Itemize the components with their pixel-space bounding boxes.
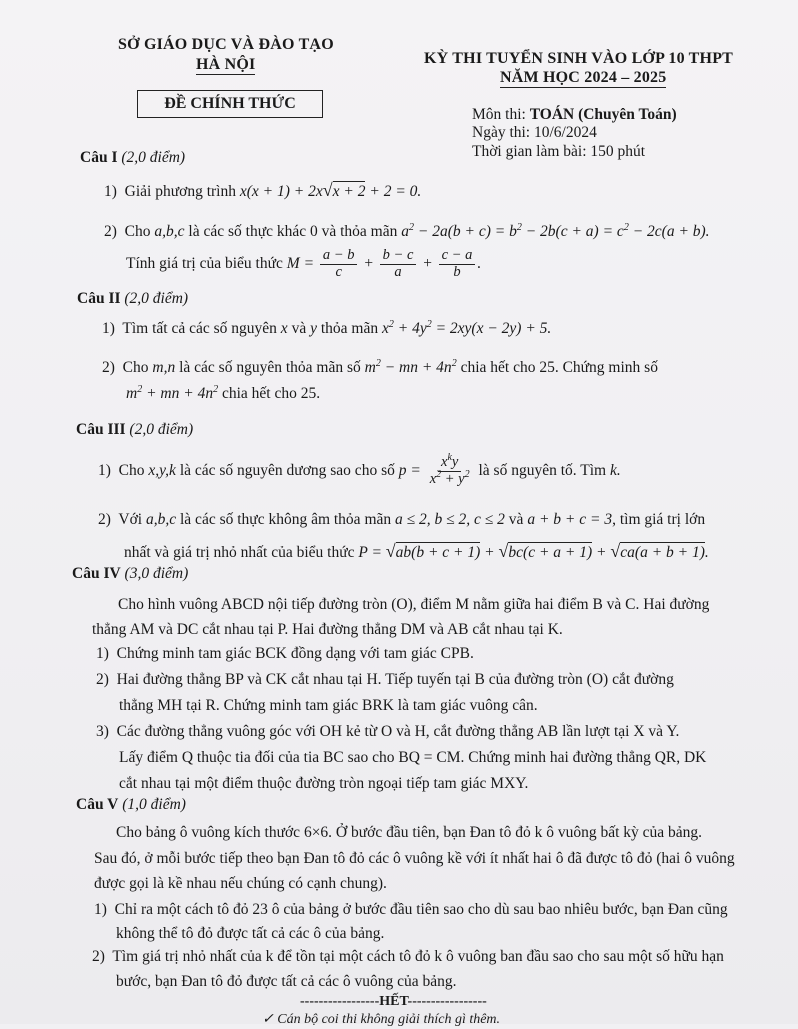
question-2-heading — [77, 290, 188, 309]
question-3-title: Câu III — [76, 421, 126, 438]
item-text: Các đường thẳng vuông góc với OH kẻ từ O và H, cắt đường thẳng AB lần lượt tại X và Y. — [116, 723, 680, 740]
proctor-note — [262, 1012, 500, 1029]
question-2-title: Câu II — [77, 290, 121, 307]
end-marker: -----------------HẾT----------------- — [300, 994, 487, 1009]
question-3-points: (2,0 điểm) — [129, 421, 194, 438]
proctor-note-text: Cán bộ coi thi không giải thích gì thêm. — [277, 1012, 501, 1027]
math-expression: M = $\frac{a - b}{c}$ + $\frac{b - c}{a}$ + $\frac{c - a}{b}$ . — [286, 247, 482, 280]
q5-intro-line-2: Sau đó, ở mỗi bước tiếp theo bạn Đan tô đỏ các ô vuông kề với ít nhất hai ô đã được tô đỏ (hai ô vuông — [94, 850, 735, 867]
math-expression: P = √ab(b + c + 1) + √bc(c + a + 1) + √ca(a + b + 1). — [358, 541, 709, 561]
item-text: chia hết cho 25. Chứng minh số — [460, 359, 658, 376]
item-number: 1) — [96, 645, 109, 662]
math-variables: x,y,k — [148, 462, 176, 479]
q3-item-2-line-2 — [124, 541, 709, 563]
exam-duration: Thời gian làm bài: 150 phút — [472, 143, 646, 160]
question-1-heading — [80, 149, 185, 168]
item-text: và — [291, 320, 307, 337]
official-exam-badge: ĐỀ CHÍNH THỨC — [137, 90, 323, 118]
item-text: Tìm giá trị nhỏ nhất của k để tồn tại một cách tô đỏ k ô vuông ban đầu sao cho sau một số hữu hạn — [112, 948, 724, 965]
q1-item-2 — [104, 223, 710, 242]
item-number: 1) — [104, 183, 117, 200]
question-4-title: Câu IV — [72, 565, 121, 582]
item-text: là số nguyên tố. Tìm — [478, 462, 607, 479]
exam-date: Ngày thi: 10/6/2024 — [472, 124, 597, 141]
item-number: 1) — [94, 901, 107, 918]
math-variable: y — [310, 320, 317, 337]
item-text: Giải phương trình — [124, 183, 236, 200]
item-number: 1) — [102, 320, 115, 337]
exam-title: KỲ THI TUYỂN SINH VÀO LỚP 10 THPT — [424, 50, 734, 67]
note-bullet-icon: ✓ — [262, 1012, 274, 1027]
q5-item-2 — [92, 948, 724, 967]
item-number: 2) — [92, 948, 105, 965]
question-5-title: Câu V — [76, 796, 119, 813]
q4-item-3 — [96, 723, 679, 742]
question-1-points: (2,0 điểm) — [121, 149, 186, 166]
item-text: Cho — [124, 223, 151, 240]
subject-label: Môn thi: — [472, 106, 530, 123]
question-2-points: (2,0 điểm) — [124, 290, 189, 307]
q5-item-2-line-2: bước, bạn Đan tô đỏ được tất cả các ô vuông của bảng. — [116, 973, 457, 990]
question-4-points: (3,0 điểm) — [124, 565, 189, 582]
q4-intro-line-2: thẳng AM và DC cắt nhau tại P. Hai đường thẳng DM và AB cắt nhau tại K. — [92, 621, 563, 638]
item-text: Tính giá trị của biểu thức — [126, 255, 283, 272]
item-text: Hai đường thẳng BP và CK cắt nhau tại H. Tiếp tuyến tại B của đường tròn (O) cắt đường — [116, 671, 674, 688]
item-text: Chỉ ra một cách tô đỏ 23 ô của bảng ở bước đầu tiên sao cho dù sau bao nhiêu bước, bạn Đan cũng — [114, 901, 728, 918]
item-number: 2) — [102, 359, 115, 376]
q2-item-1 — [102, 320, 551, 339]
math-expression: $m^2$ − mn + $4n^2$ — [364, 357, 457, 376]
q4-item-1 — [96, 645, 474, 664]
q1-item-1 — [104, 180, 421, 202]
item-text: Với — [118, 511, 143, 528]
subject-value: TOÁN (Chuyên Toán) — [529, 106, 677, 123]
q5-intro-line-1: Cho bảng ô vuông kích thước 6×6. Ở bước đầu tiên, bạn Đan tô đỏ k ô vuông bất kỳ của bảng. — [116, 824, 703, 841]
q5-item-1-line-2: không thể tô đỏ được tất cả các ô của bảng. — [116, 925, 385, 942]
math-condition: $a^2 - 2a(b + c) = b^2 - 2b(c + a) = c^2 - 2c(a + b)$. — [401, 221, 710, 240]
item-text: là các số thực khác 0 và thỏa mãn — [188, 223, 398, 240]
item-text: là các số thực không âm thỏa mãn — [180, 511, 392, 528]
math-expression: $m^2$ + mn + $4n^2$ — [126, 383, 219, 402]
math-expression: p = $\frac{x^ky}{x^2 + y^2}$ — [398, 452, 470, 487]
math-condition: a + b + c = 3 — [527, 511, 613, 528]
math-condition: a ≤ 2, b ≤ 2, c ≤ 2 — [395, 511, 505, 528]
question-5-points: (1,0 điểm) — [122, 796, 186, 813]
item-text: Cho — [122, 359, 149, 376]
item-number: 2) — [98, 511, 111, 528]
q3-item-1 — [98, 452, 621, 488]
math-equation: x(x + 1) + 2x√x + 2 + 2 = 0. — [239, 180, 422, 200]
item-number: 2) — [96, 671, 109, 688]
q4-item-3-line-3: cắt nhau tại một điểm thuộc đường tròn ngoại tiếp tam giác MXY. — [119, 775, 529, 792]
department-city: HÀ NỘI — [196, 56, 256, 73]
math-variable: x — [280, 320, 288, 337]
q3-item-2 — [98, 511, 705, 530]
q4-intro-line-1: Cho hình vuông ABCD nội tiếp đường tròn (O), điểm M nằm giữa hai điểm B và C. Hai đường — [118, 596, 710, 613]
item-number: 3) — [96, 723, 109, 740]
item-number: 1) — [98, 462, 111, 479]
item-text: là các số nguyên thỏa mãn số — [179, 359, 361, 376]
q5-intro-line-3: được gọi là kề nhau nếu chúng có cạnh chung). — [94, 875, 387, 892]
department-name: SỞ GIÁO DỤC VÀ ĐÀO TẠO — [118, 36, 334, 53]
item-text: chia hết cho 25. — [221, 385, 321, 402]
q4-item-3-line-2: Lấy điểm Q thuộc tia đối của tia BC sao cho BQ = CM. Chứng minh hai đường thẳng QR, DK — [119, 749, 707, 766]
item-text: , tìm giá trị lớn — [612, 511, 706, 528]
subject-line — [472, 106, 677, 125]
item-text: nhất và giá trị nhỏ nhất của biểu thức — [124, 544, 355, 561]
item-text: Cho — [118, 462, 145, 479]
item-text: Chứng minh tam giác BCK đồng dạng với tam giác CPB. — [116, 645, 474, 662]
q4-item-2-line-2: thẳng MH tại R. Chứng minh tam giác BRK là tam giác vuông cân. — [119, 697, 538, 714]
math-variables: a,b,c — [145, 511, 177, 528]
item-number: 2) — [104, 223, 117, 240]
q5-item-1 — [94, 901, 728, 920]
item-text: thỏa mãn — [320, 320, 379, 337]
item-text: Tìm tất cả các số nguyên — [122, 320, 277, 337]
item-text: là các số nguyên dương sao cho số — [179, 462, 395, 479]
school-year: NĂM HỌC 2024 – 2025 — [500, 69, 667, 86]
math-variable: k. — [609, 462, 621, 479]
q2-item-2-line-2 — [126, 385, 320, 404]
question-3-heading — [76, 421, 193, 440]
q4-item-2 — [96, 671, 674, 690]
item-text: và — [508, 511, 524, 528]
q1-item-2-line-2 — [126, 248, 481, 281]
math-variables: m,n — [152, 359, 176, 376]
math-equation: $x^2 + 4y^2 = 2xy(x - 2y) + 5$. — [381, 318, 552, 337]
question-1-title: Câu I — [80, 149, 118, 166]
math-variables: a,b,c — [154, 223, 185, 240]
q2-item-2 — [102, 359, 658, 378]
question-5-heading — [76, 796, 186, 815]
question-4-heading — [72, 565, 188, 584]
